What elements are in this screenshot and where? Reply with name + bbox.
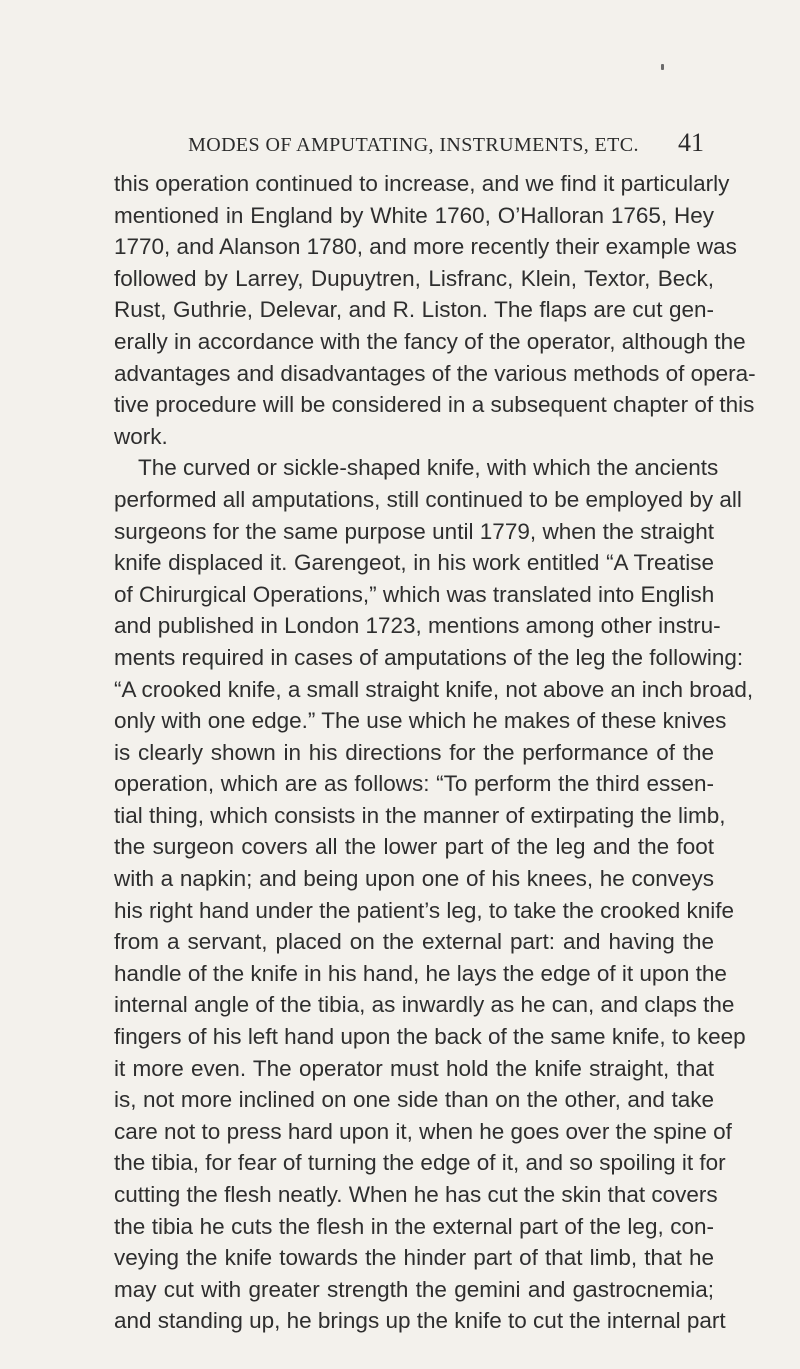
text-line: of Chirurgical Operations,” which was translated into English (114, 581, 715, 607)
text-line: followed by Larrey, Dupuytren, Lisfranc, Klein, Textor, Beck, (114, 265, 714, 291)
text-line: it more even. The operator must hold the knife straight, that (114, 1055, 714, 1081)
body-text (114, 168, 756, 1337)
text-line: care not to press hard upon it, when he goes over the spine of (114, 1118, 732, 1144)
running-head (149, 128, 704, 158)
running-title: MODES OF AMPUTATING, INSTRUMENTS, ETC. (188, 134, 639, 156)
text-line: fingers of his left hand upon the back of the same knife, to keep (114, 1024, 746, 1050)
print-speck (661, 64, 664, 70)
text-line: only with one edge.” The use which he makes of these knives (114, 708, 727, 734)
text-line: advantages and disadvantages of the various methods of opera- (114, 360, 756, 386)
text-line: with a napkin; and being upon one of his knees, he conveys (114, 866, 714, 892)
paragraph-start-line: The curved or sickle-shaped knife, with which the ancients (138, 455, 719, 481)
text-line: 1770, and Alanson 1780, and more recently their example was (114, 234, 737, 260)
text-line: may cut with greater strength the gemini and gastrocnemia; (114, 1276, 714, 1302)
text-line: work. (114, 423, 168, 449)
text-line: tive procedure will be considered in a subsequent chapter of this (114, 392, 755, 418)
text-line: the tibia, for fear of turning the edge of it, and so spoiling it for (114, 1150, 726, 1176)
text-line: handle of the knife in his hand, he lays the edge of it upon the (114, 960, 727, 986)
text-line: knife displaced it. Garengeot, in his work entitled “A Treatise (114, 550, 714, 576)
text-line: cutting the flesh neatly. When he has cut the skin that covers (114, 1182, 718, 1207)
text-line: mentioned in England by White 1760, O’Halloran 1765, Hey (114, 202, 714, 228)
text-line: operation, which are as follows: “To perform the third essen- (114, 771, 714, 797)
text-line: “A crooked knife, a small straight knife, not above an inch broad, (114, 676, 754, 702)
text-line: and standing up, he brings up the knife to cut the internal part (114, 1308, 726, 1334)
text-line: tial thing, which consists in the manner of extirpating the limb, (114, 802, 726, 828)
text-line: from a servant, placed on the external part: and having the (114, 929, 714, 955)
text-line: erally in accordance with the fancy of the operator, although the (114, 328, 746, 354)
text-line: surgeons for the same purpose until 1779, when the straight (114, 518, 714, 544)
text-line: performed all amputations, still continued to be employed by all (114, 486, 742, 512)
text-line: internal angle of the tibia, as inwardly as he can, and claps the (114, 992, 735, 1018)
text-line: and published in London 1723, mentions among other instru- (114, 613, 721, 639)
text-line: his right hand under the patient’s leg, to take the crooked knife (114, 897, 734, 923)
text-line: veying the knife towards the hinder part of that limb, that he (114, 1245, 714, 1271)
text-line: is clearly shown in his directions for the performance of the (114, 739, 714, 765)
text-line: Rust, Guthrie, Delevar, and R. Liston. The flaps are cut gen- (114, 297, 714, 323)
page-number: 41 (678, 128, 704, 157)
text-line: the tibia he cuts the flesh in the external part of the leg, con- (114, 1213, 714, 1239)
text-line: the surgeon covers all the lower part of the leg and the foot (114, 834, 714, 860)
text-line: ments required in cases of amputations of the leg the following: (114, 644, 744, 670)
text-line: this operation continued to increase, and we find it particularly (114, 171, 730, 196)
text-line: is, not more inclined on one side than on the other, and take (114, 1087, 714, 1113)
